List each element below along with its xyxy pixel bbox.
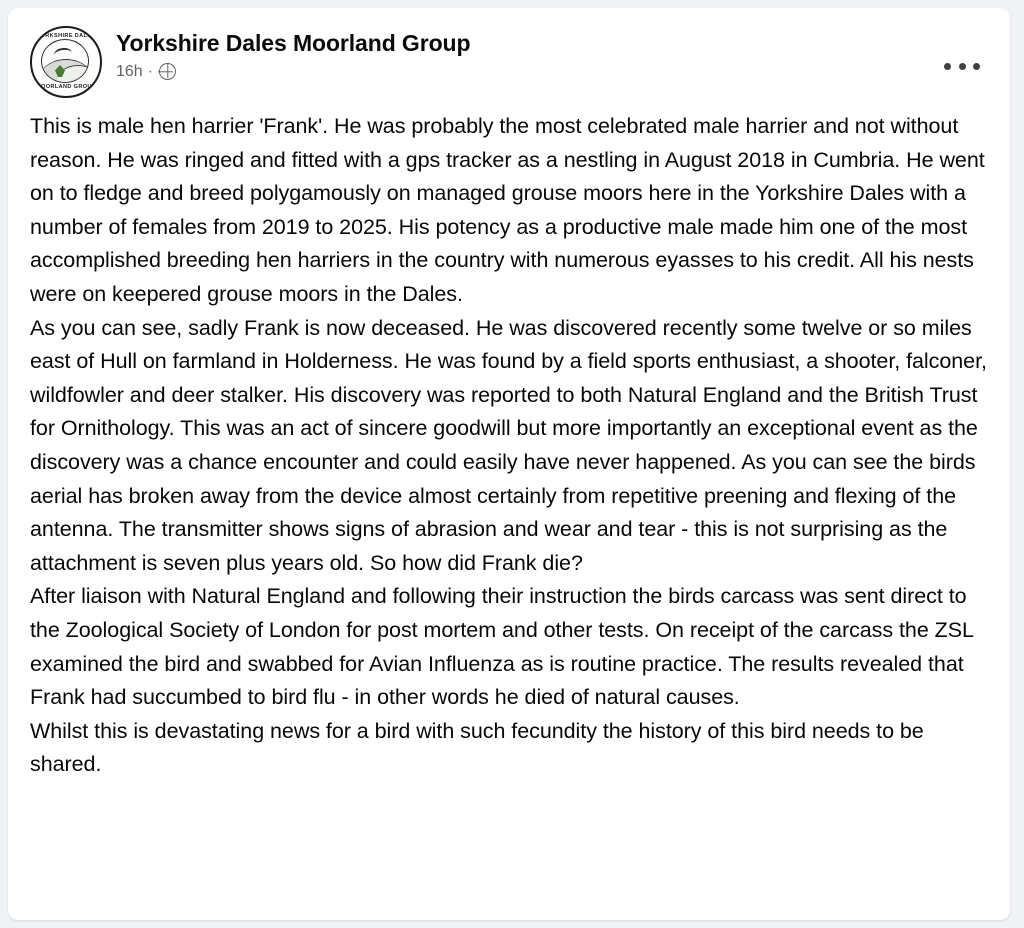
post-paragraph: As you can see, sadly Frank is now deceased. He was discovered recently some twelve or so miles east of Hull on farmland in Holderness. He was found by a field sports enthusiast, a shooter, falconer, wildfowler and deer stalker. His discovery was reported to both Natural England and the British Trust for Ornithology. This was an act of sincere goodwill but more importantly an exceptional event as the discovery was a chance encounter and could easily have never happened. As you can see the birds aerial has broken away from the device almost certainly from repetitive preening and flexing of the antenna. The transmitter shows signs of abrasion and wear and tear - this is not surprising as the attachment is seven plus years old. So how did Frank die? [30, 315, 987, 575]
more-options-icon[interactable] [944, 56, 980, 76]
meta-separator: · [147, 62, 154, 80]
post-header [8, 8, 1010, 102]
post-card [8, 8, 1010, 920]
avatar[interactable] [30, 26, 102, 98]
avatar-ring-text-bottom: MOORLAND GROUP [36, 84, 96, 90]
post-text [8, 102, 1010, 792]
avatar-emblem [41, 39, 89, 83]
post-timestamp[interactable]: 16h [116, 62, 143, 80]
page-name[interactable]: Yorkshire Dales Moorland Group [116, 30, 471, 56]
globe-icon[interactable] [159, 63, 176, 80]
post-paragraph: This is male hen harrier 'Frank'. He was probably the most celebrated male harrier and not without reason. He was ringed and fitted with a gps tracker as a nestling in August 2018 in Cumbria. He went on to fledge and breed polygamously on managed grouse moors here in the Yorkshire Dales with a number of females from 2019 to 2025. His potency as a productive male made him one of the most accomplished breeding hen harriers in the country with numerous eyasses to his credit. All his nests were on keepered grouse moors in the Dales. [30, 114, 985, 306]
more-dot-2 [959, 63, 966, 70]
avatar-ring-text-top: YORKSHIRE DALES [36, 33, 96, 39]
post-paragraph: Whilst this is devastating news for a bird with such fecundity the history of this bird needs to be shared. [30, 718, 924, 777]
post-header-text [116, 26, 988, 81]
more-dot-1 [944, 63, 951, 70]
post-paragraph: After liaison with Natural England and following their instruction the birds carcass was sent direct to the Zoological Society of London for post mortem and other tests. On receipt of the carcass the ZSL examined the bird and swabbed for Avian Influenza as is routine practice. The results revealed that Frank had succumbed to bird flu - in other words he died of natural causes. [30, 584, 974, 710]
more-dot-3 [973, 63, 980, 70]
post-meta [116, 63, 988, 81]
